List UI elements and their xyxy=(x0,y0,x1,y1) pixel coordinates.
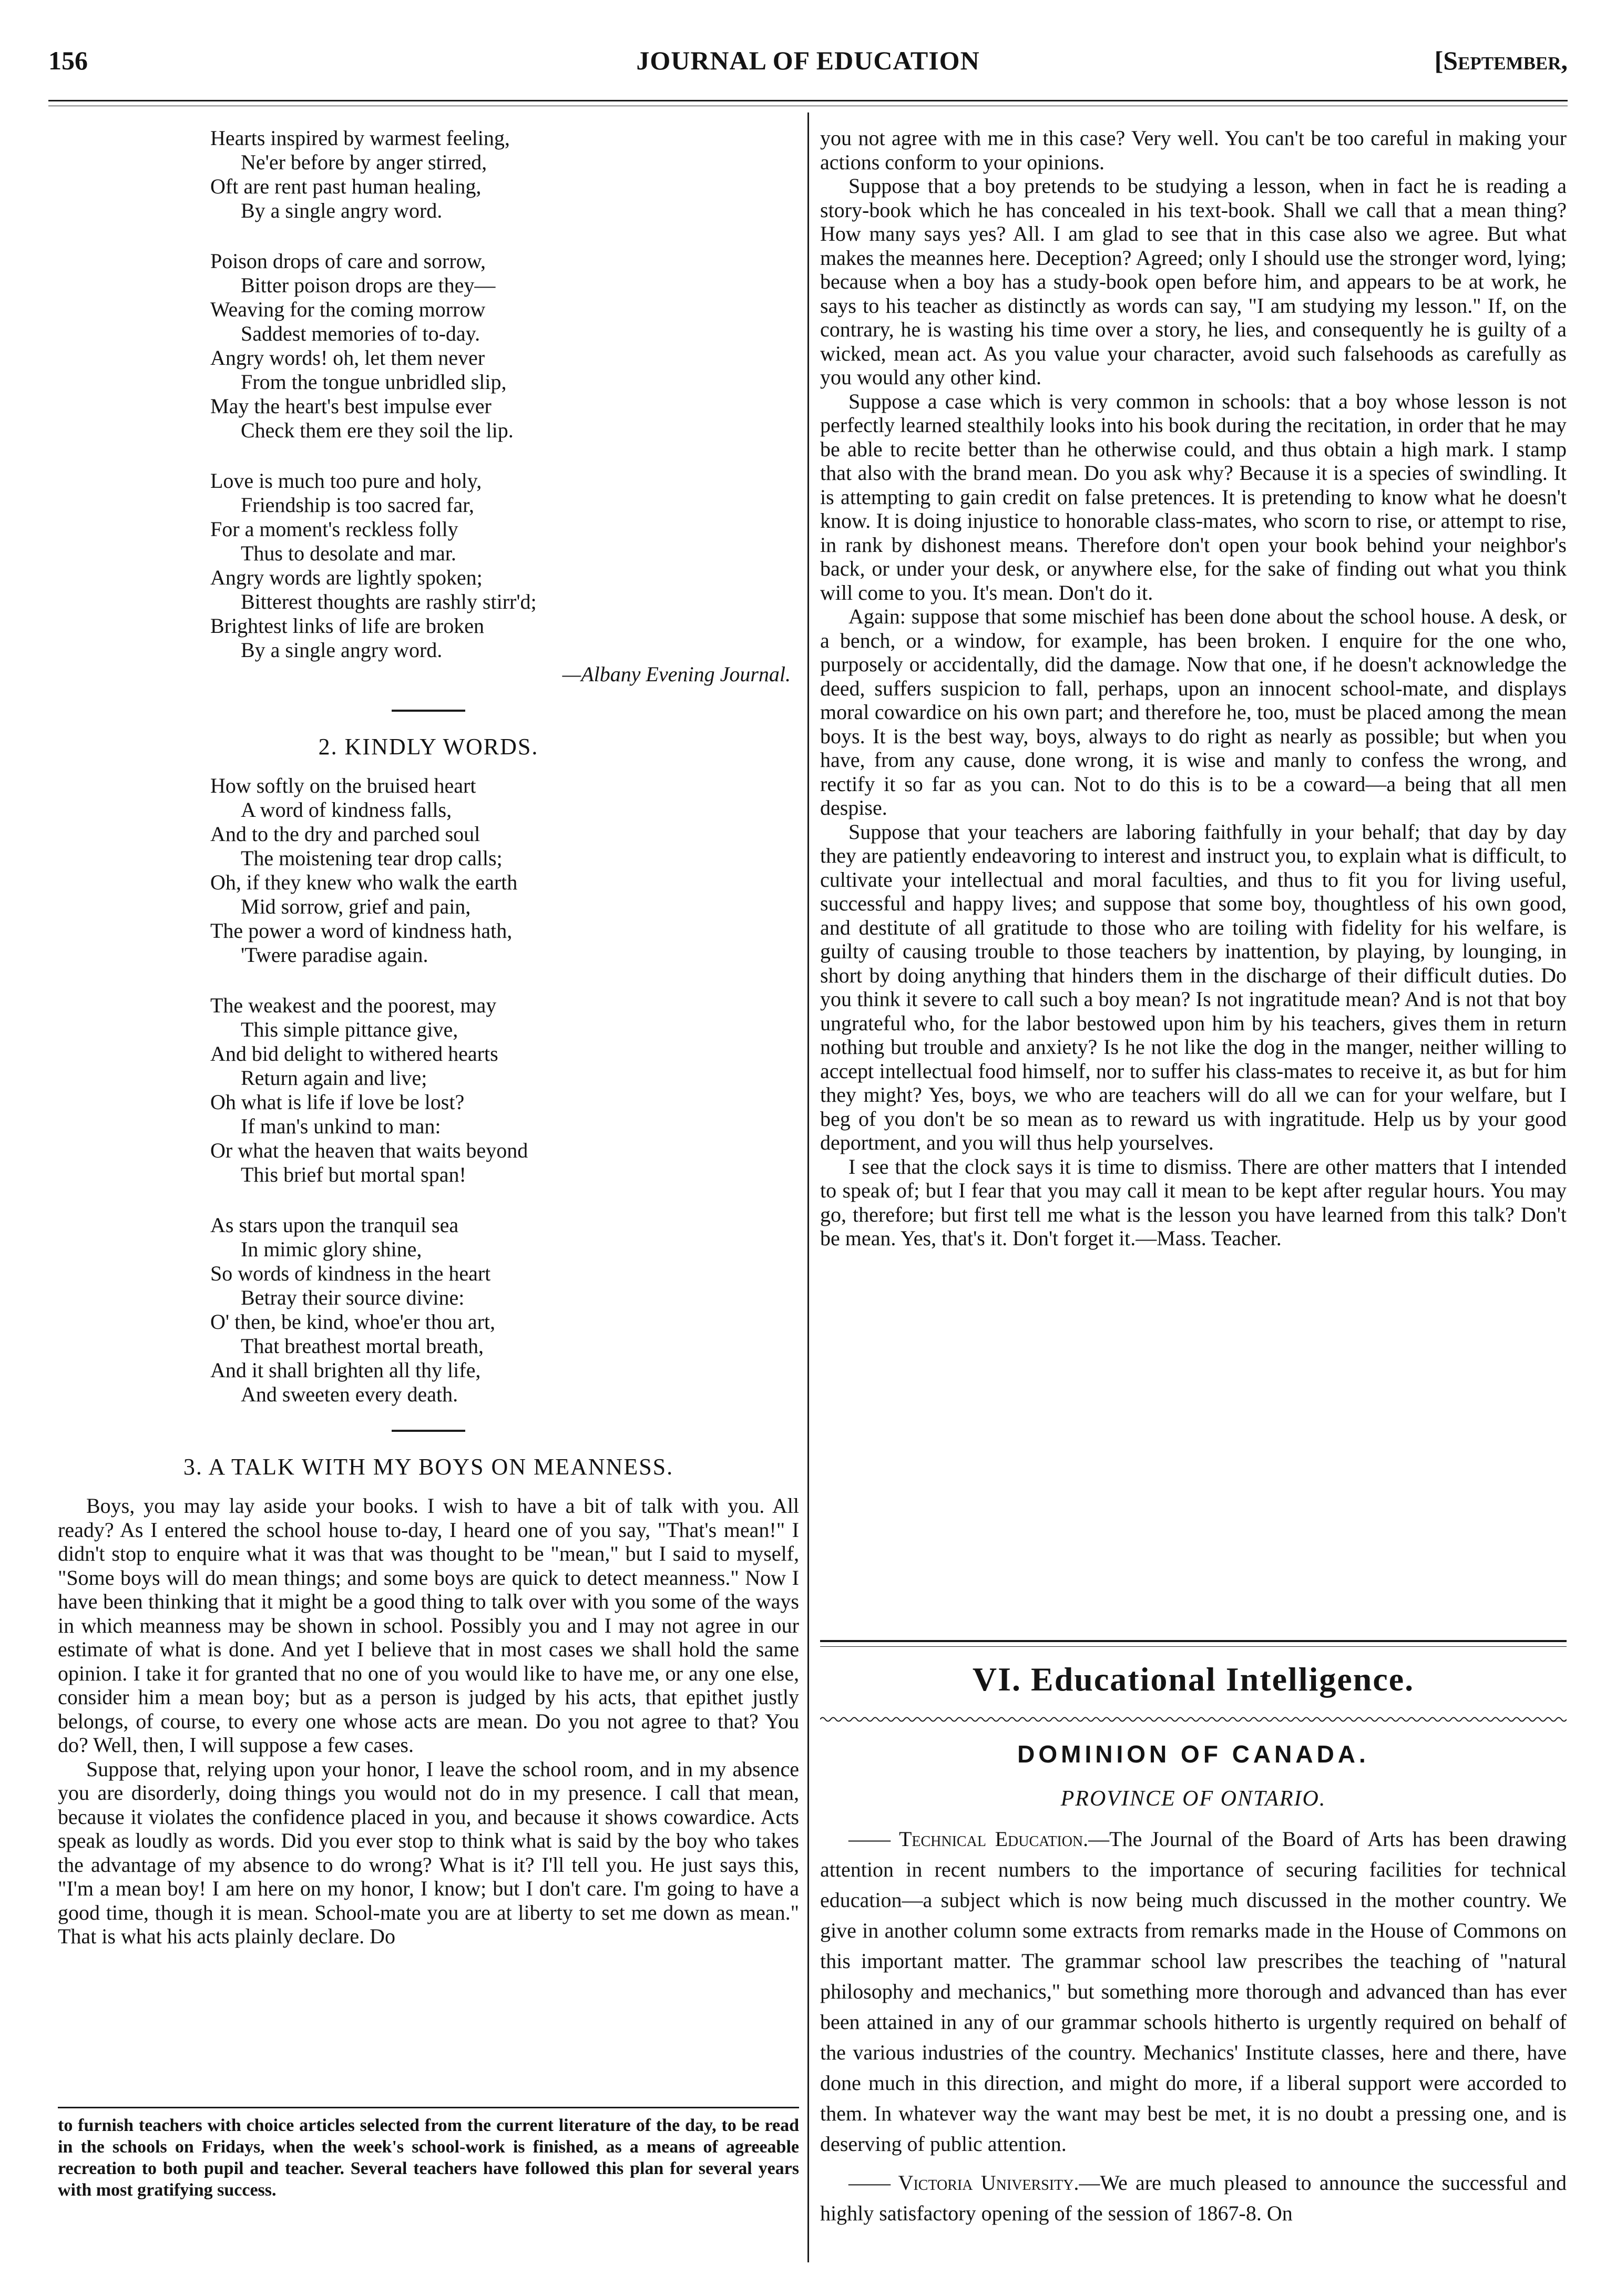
paragraph: Again: suppose that some mischief has been done about the school house. A desk, or a bench, or a window, for example, has been broken. I enquire for the one who, purposely or accidentally, did the damage. Now that one, if he doesn't acknowledge the deed, suffers suspicion to fall, perhaps, upon an innocent school-mate, and displays moral cowardice on his own part; and therefore he, too, must be placed among the mean boys. It is the best way, boys, always to do right as nearly as possible; but when you have, from any cause, done wrong, it is wise and manly to confess the wrong, and rectify it so far as you can. Not to do this is to be a coward—a being that all men despise. xyxy=(820,604,1567,819)
poem-line: And bid delight to withered hearts xyxy=(210,1042,498,1065)
section-rule-thin xyxy=(820,1646,1567,1647)
poem-line: Oh what is life if love be lost? xyxy=(210,1090,465,1114)
poem2-title: 2. KINDLY WORDS. xyxy=(318,734,539,760)
poem-line: The weakest and the poorest, may xyxy=(210,993,497,1017)
poem-line: If man's unkind to man: xyxy=(241,1114,441,1138)
poem-line: Bitter poison drops are they— xyxy=(241,273,496,297)
poem-line: That breathest mortal breath, xyxy=(241,1334,484,1358)
poem-line: Brightest links of life are broken xyxy=(210,614,484,638)
poem-line: Hearts inspired by warmest feeling, xyxy=(210,126,510,150)
news-item-victoria-university xyxy=(820,2168,1567,2229)
poem-line: Friendship is too sacred far, xyxy=(241,493,474,517)
item-text: We are much pleased to announce the successful and highly satisfactory opening of the session of 1867-8. On xyxy=(820,2171,1567,2225)
header-rule xyxy=(48,100,1568,101)
dominion-heading: DOMINION OF CANADA. xyxy=(1017,1740,1369,1768)
poem-line: A word of kindness falls, xyxy=(241,798,452,822)
poem1-stanza-1 xyxy=(210,126,799,223)
poem-line: And it shall brighten all thy life, xyxy=(210,1358,481,1382)
poem2-stanza-3 xyxy=(210,1213,799,1407)
poem-line: Bitterest thoughts are rashly stirr'd; xyxy=(241,590,537,613)
poem-line: May the heart's best impulse ever xyxy=(210,394,492,418)
poem-line: Oft are rent past human healing, xyxy=(210,175,482,198)
page-number: 156 xyxy=(48,46,88,75)
poem-line: How softly on the bruised heart xyxy=(210,774,476,797)
poem-line: 'Twere paradise again. xyxy=(241,943,428,967)
poem-line: By a single angry word. xyxy=(241,199,443,222)
talk-title: 3. A TALK WITH MY BOYS ON MEANNESS. xyxy=(183,1454,674,1480)
item-label: —— Technical Education.— xyxy=(848,1827,1110,1851)
poem-line: Or what the heaven that waits beyond xyxy=(210,1139,528,1162)
paragraph: Suppose a case which is very common in schools: that a boy whose lesson is not perfectly learned stealthily looks into his book during the recitation, in order that he may be able to recite better than he otherwise could, and thus obtain a high mark. I stamp that also with the brand mean. Do you ask why? Because it is a species of swindling. It is attempting to gain credit on false pretences. It is pretending to know what he doesn't know. It is doing injustice to honorable class-mates, who scorn to rise, or attempt to rise, in rank by dishonest means. Therefore don't open your book behind your neighbor's back, or under your desk, or anywhere else, for the sake of finding out what you think will come to you. It's mean. Don't do it. xyxy=(820,389,1567,604)
poem-line: The power a word of kindness hath, xyxy=(210,919,513,942)
paragraph: you not agree with me in this case? Very well. You can't be too careful in making your actions conform to your opinions. xyxy=(820,126,1567,174)
footnote: to furnish teachers with choice articles selected from the current literature of the day, to be read in the schools on Fridays, when the week's school-work is finished, as a means of agreeable recreation to both pupil and teacher. Several teachers have followed this plan for several years with most gratifying success. xyxy=(58,2107,799,2201)
poem-line: In mimic glory shine, xyxy=(241,1237,422,1261)
paragraph: Suppose that a boy pretends to be studying a lesson, when in fact he is reading a story-book which he has concealed in his text-book. Shall we call that a mean thing? How many says yes? All. I am glad to see that in this case also we agree. But what makes the meannes here. Deception? Agreed; only I should use the stronger word, lying; because when a boy has a study-book open before him, and appears to be at work, he says to his teacher as distinctly as words can say, "I am studying my lesson." If, on the contrary, he is wasting his time over a story, he lies, and consequently he is guilty of a wicked, mean act. As you value your character, avoid such falsehoods as carefully as you would any other kind. xyxy=(820,174,1567,389)
poem-line: This brief but mortal span! xyxy=(241,1163,466,1186)
section-heading: VI. Educational Intelligence. xyxy=(972,1660,1415,1698)
paragraph: Suppose that your teachers are laboring faithfully in your behalf; that day by day they are patiently endeavoring to interest and instruct you, to explain what is difficult, to cultivate your intellectual and moral faculties, and thus to fit you for living useful, successful and happy lives; and suppose that some boy, thoughtless of his own good, and destitute of all gratitude to those who are toiling with fidelity for his welfare, is guilty of causing trouble to those teachers by inattention, by playing, by lounging, in short by doing anything that hinders them in the discharge of their difficult duties. Do you think it severe to call such a boy mean? Is not ingratitude mean? And is not that boy ungrateful who, for the labor bestowed upon him by his teachers, gives them in return nothing but trouble and anxiety? Is he not like the dog in the manger, neither willing to accept intellectual food himself, nor to suffer his class-mates to receive it, as but for him they might? Yes, boys, we who are teachers will do all we can for your welfare, but I beg of you don't be so mean as to reward us with ingratitude. Help us by your good deportment, and you will thus help yourselves. xyxy=(820,819,1567,1154)
section-separator xyxy=(392,1430,465,1432)
intelligence-body xyxy=(820,1824,1567,2237)
item-text: The Journal of the Board of Arts has been drawing attention in recent numbers to the importance of securing facilities for technical education—a subject which is now being much discussed in the mother country. We give in another column some extracts from remarks made in the House of Commons on this important matter. The grammar school law prescribes the teaching of "natural philosophy and mechanics," but something more thorough and advanced than has ever been attained in any of our grammar schools hitherto is urgently required on behalf of the various industries of the country. Mechanics' Institute classes, here and there, have done much in this direction, and might do more, if a liberal support were accorded to them. In whatever way the want may best be met, it is no doubt a pressing one, and is deserving of public attention. xyxy=(820,1827,1567,2156)
page-header xyxy=(48,45,1568,82)
news-item-technical-education xyxy=(820,1824,1567,2159)
poem-line: Poison drops of care and sorrow, xyxy=(210,249,486,273)
poem-line: And sweeten every death. xyxy=(241,1382,458,1406)
poem-line: Angry words! oh, let them never xyxy=(210,346,485,370)
poem-line: And to the dry and parched soul xyxy=(210,822,480,846)
province-heading: PROVINCE OF ONTARIO. xyxy=(1060,1787,1326,1811)
poem2-stanza-2 xyxy=(210,993,799,1187)
poem-line: This simple pittance give, xyxy=(241,1018,458,1041)
poem-line: O' then, be kind, whoe'er thou art, xyxy=(210,1310,496,1334)
poem1-stanza-2 xyxy=(210,249,799,443)
poem-line: Ne'er before by anger stirred, xyxy=(241,150,487,174)
poem-line: As stars upon the tranquil sea xyxy=(210,1213,459,1237)
poem-angry-words xyxy=(58,126,799,686)
section-separator xyxy=(392,710,465,712)
column-divider xyxy=(807,112,809,2262)
section-rule xyxy=(820,1640,1567,1642)
poem-line: Check them ere they soil the lip. xyxy=(241,418,514,442)
right-column xyxy=(820,126,1567,1250)
poem-line: Weaving for the coming morrow xyxy=(210,298,486,321)
poem2-stanza-1 xyxy=(210,774,799,967)
left-column xyxy=(58,126,799,1949)
poem-line: The moistening tear drop calls; xyxy=(241,846,503,870)
poem-line: By a single angry word. xyxy=(241,638,443,662)
item-label: —— Victoria University.— xyxy=(848,2171,1100,2195)
poem-line: For a moment's reckless folly xyxy=(210,517,458,541)
paragraph: Suppose that, relying upon your honor, I leave the school room, and in my absence you are disorderly, doing things you would not do in my presence. I call that mean, because it violates the confidence placed in you, and because it shows cowardice. Acts speak as loudly as words. Did you ever stop to think what is said by the boy who takes the advantage of my absence to do wrong? What is it? I'll tell you. He just says this, "I'm a mean boy! I am here on my honor, I know; but I don't care. I'm going to have a good time, though it is mean. School-mate you are at liberty to set me down as mean." That is what his acts plainly declare. Do xyxy=(58,1757,799,1948)
paragraph: I see that the clock says it is time to dismiss. There are other matters that I intended to speak of; but I fear that you may call it mean to be kept after regular hours. You may go, therefore; but first tell me what is the lesson you have learned from this talk? Don't be mean. Yes, that's it. Don't forget it.—Mass. Teacher. xyxy=(820,1154,1567,1250)
talk-article-start xyxy=(58,1453,799,1949)
poem-line: So words of kindness in the heart xyxy=(210,1262,491,1285)
poem-line: Saddest memories of to-day. xyxy=(241,322,480,345)
poem-line: From the tongue unbridled slip, xyxy=(241,370,507,394)
journal-title: JOURNAL OF EDUCATION xyxy=(636,46,980,75)
wavy-rule xyxy=(820,1716,1567,1723)
issue-month: [September, xyxy=(1434,46,1568,75)
poem-line: Thus to desolate and mar. xyxy=(241,541,456,565)
poem1-stanza-3 xyxy=(210,469,799,662)
talk-body-right xyxy=(820,126,1567,1250)
talk-body-left xyxy=(58,1494,799,1949)
poem1-attribution: —Albany Evening Journal. xyxy=(562,662,791,686)
poem-line: Return again and live; xyxy=(241,1066,427,1090)
paragraph: Boys, you may lay aside your books. I wish to have a bit of talk with you. All ready? As I entered the school house to-day, I heard one of you say, "That's mean!" I didn't stop to enquire what it was that was thought to be "mean," but I said to myself, "Some boys will do mean things; and some boys are quick to detect meanness." Now I have been thinking that it might be a good thing to talk over with you some of the ways in which meanness may be shown in school. Possibly you and I may not agree in our estimate of what is done. And yet I believe that in most cases we shall hold the same opinion. I take it for granted that no one of you would like to have me, or any one else, consider him a mean boy; but as a person is judged by his acts, that epithet justly belongs, of course, to every one whose acts are mean. Do you not agree to that? You do? Well, then, I will suppose a few cases. xyxy=(58,1494,799,1757)
poem-line: Angry words are lightly spoken; xyxy=(210,566,483,589)
poem-line: Mid sorrow, grief and pain, xyxy=(241,895,471,918)
poem-kindly-words xyxy=(58,733,799,1407)
poem-line: Love is much too pure and holy, xyxy=(210,469,482,493)
poem-line: Betray their source divine: xyxy=(241,1286,465,1309)
poem-line: Oh, if they knew who walk the earth xyxy=(210,870,518,894)
